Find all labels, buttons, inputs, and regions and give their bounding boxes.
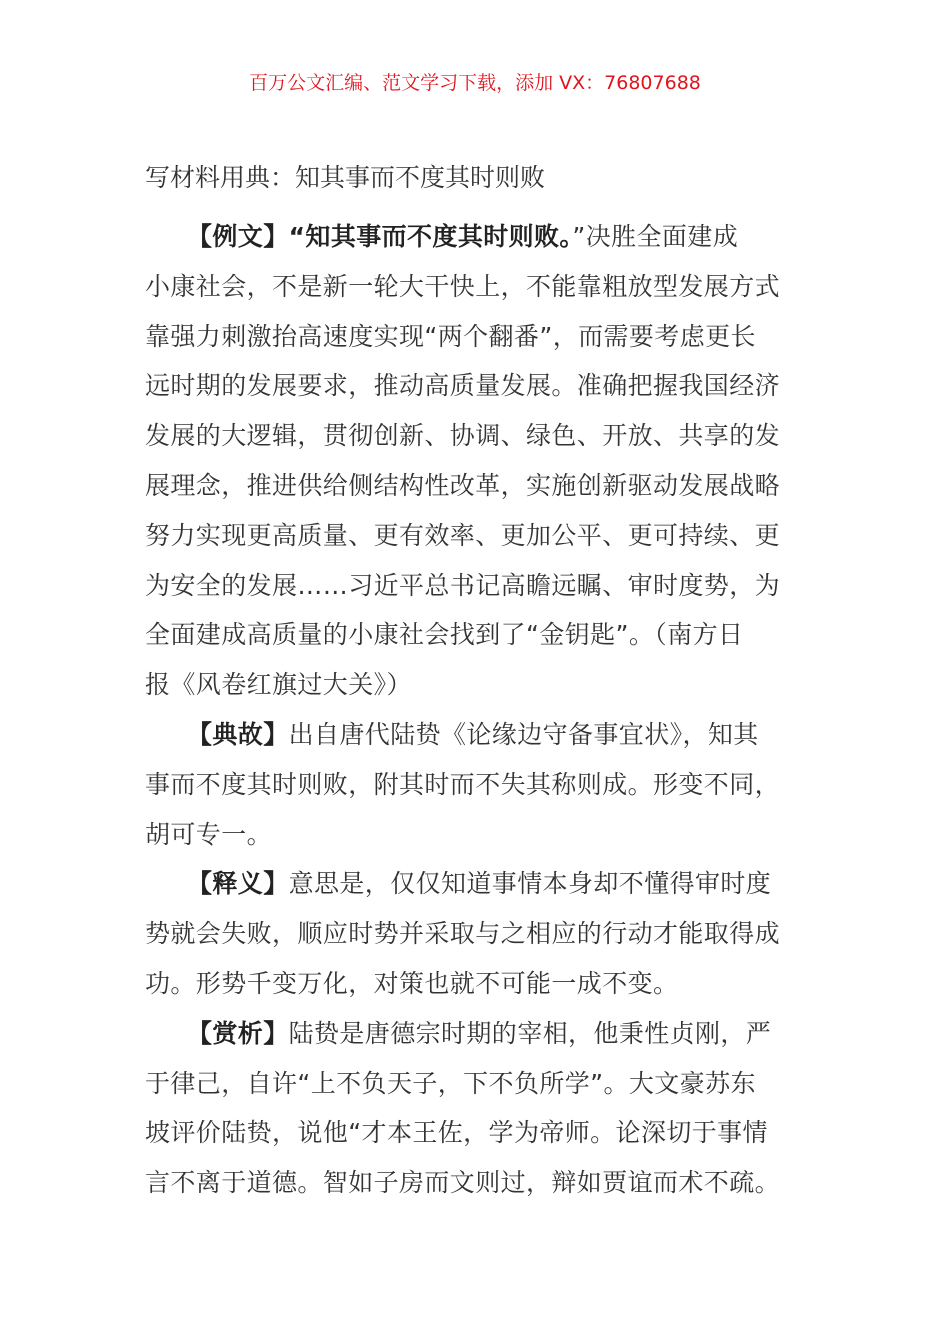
line-text: 于律己，自许“上不负天子，下不负所学”。大文豪苏东 bbox=[145, 1068, 756, 1098]
text-line bbox=[145, 568, 810, 618]
text-line bbox=[145, 767, 810, 817]
line-text: 事而不度其时则败，附其时而不失其称则成。形变不同， bbox=[145, 769, 781, 799]
text-line bbox=[145, 667, 810, 717]
line-text: 功。形势千变万化，对策也就不可能一成不变。 bbox=[145, 968, 679, 998]
text-line bbox=[145, 319, 810, 369]
line-text: 陆贽是唐德宗时期的宰相，他秉性贞刚，严 bbox=[288, 1018, 772, 1048]
text-line bbox=[145, 219, 810, 269]
text-line bbox=[145, 916, 810, 966]
line-text: 小康社会，不是新一轮大干快上，不能靠粗放型发展方式 bbox=[145, 271, 781, 301]
text-line bbox=[145, 966, 810, 1016]
text-line bbox=[145, 817, 810, 867]
document-body bbox=[145, 219, 810, 1215]
line-text: 远时期的发展要求，推动高质量发展。准确把握我国经济 bbox=[145, 371, 781, 401]
line-text: 发展的大逻辑，贯彻创新、协调、绿色、开放、共享的发 bbox=[145, 421, 781, 451]
text-line bbox=[145, 866, 810, 916]
text-line bbox=[145, 1016, 810, 1066]
line-text: 坡评价陆贽，说他“才本王佐，学为帝师。论深切于事情 bbox=[145, 1118, 768, 1148]
line-text: ”决胜全面建成 bbox=[572, 222, 739, 251]
text-line bbox=[145, 1066, 810, 1116]
text-line bbox=[145, 418, 810, 468]
bold-label: 【例文】“知其事而不度其时则败。 bbox=[187, 222, 573, 251]
line-text: 意思是，仅仅知道事情本身却不懂得审时度 bbox=[288, 869, 772, 899]
watermark-header: 百万公文汇编、范文学习下载，添加 VX：76807688 bbox=[249, 72, 701, 94]
text-line bbox=[145, 468, 810, 518]
line-text: 全面建成高质量的小康社会找到了“金钥匙”。（南方日 bbox=[145, 620, 744, 650]
document-title: 写材料用典：知其事而不度其时则败 bbox=[145, 163, 546, 192]
line-text: 为安全的发展……习近平总书记高瞻远瞩、审时度势，为 bbox=[145, 570, 781, 600]
bold-label: 【释义】 bbox=[187, 869, 289, 899]
bold-label: 【赏析】 bbox=[187, 1018, 289, 1048]
text-line bbox=[145, 269, 810, 319]
line-text: 靠强力刺激抬高速度实现“两个翻番”，而需要考虑更长 bbox=[145, 321, 756, 351]
line-text: 胡可专一。 bbox=[145, 819, 273, 849]
text-line bbox=[145, 518, 810, 568]
line-text: 展理念，推进供给侧结构性改革，实施创新驱动发展战略 bbox=[145, 470, 781, 500]
line-text: 言不离于道德。智如子房而文则过，辩如贾谊而术不疏。 bbox=[145, 1168, 781, 1198]
bold-label: 【典故】 bbox=[187, 719, 289, 749]
line-text: 出自唐代陆贽《论缘边守备事宜状》，知其 bbox=[288, 719, 759, 749]
line-text: 报《风卷红旗过大关》） bbox=[145, 670, 412, 700]
text-line bbox=[145, 1115, 810, 1165]
line-text: 势就会失败，顺应时势并采取与之相应的行动才能取得成 bbox=[145, 919, 781, 949]
line-text: 努力实现更高质量、更有效率、更加公平、更可持续、更 bbox=[145, 520, 781, 550]
text-line bbox=[145, 1165, 810, 1215]
text-line bbox=[145, 368, 810, 418]
text-line bbox=[145, 717, 810, 767]
text-line bbox=[145, 617, 810, 667]
